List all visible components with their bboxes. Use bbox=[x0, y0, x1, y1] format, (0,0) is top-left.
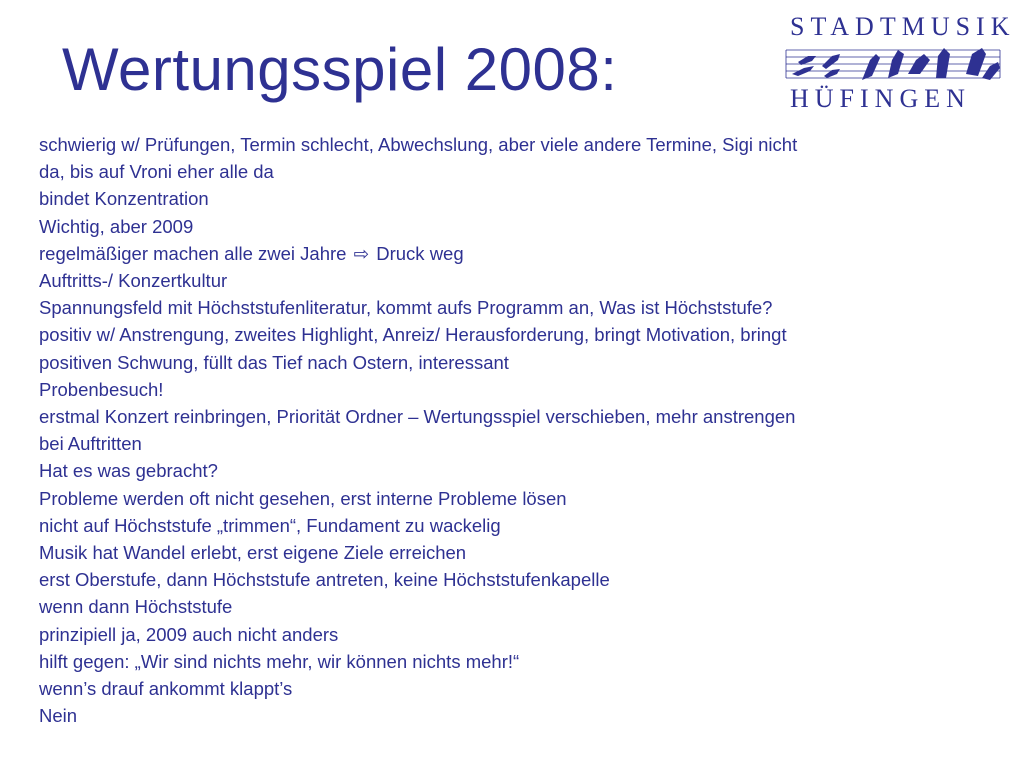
slide-body bbox=[39, 131, 989, 729]
list-item: wenn’s drauf ankommt klappt’s bbox=[39, 678, 293, 700]
list-item: hilft gegen: „Wir sind nichts mehr, wir können nichts mehr!“ bbox=[39, 650, 520, 672]
list-item: positiv w/ Anstrengung, zweites Highlight, Anreiz/ Herausforderung, bringt Motivation, bringt bbox=[39, 324, 787, 346]
list-item: prinzipiell ja, 2009 auch nicht anders bbox=[39, 623, 339, 645]
list-item: Probleme werden oft nicht gesehen, erst interne Probleme lösen bbox=[39, 487, 567, 509]
list-item: bei Auftritten bbox=[39, 433, 142, 455]
list-item: Auftritts-/ Konzertkultur bbox=[39, 270, 228, 292]
list-item-text: regelmäßiger machen alle zwei Jahre bbox=[39, 242, 347, 264]
list-item: Spannungsfeld mit Höchststufenliteratur, kommt aufs Programm an, Was ist Höchststufe? bbox=[39, 297, 773, 319]
list-item: erst Oberstufe, dann Höchststufe antreten, keine Höchststufenkapelle bbox=[39, 569, 610, 591]
right-arrow-icon: ⇨ bbox=[353, 242, 370, 264]
list-item: Wichtig, aber 2009 bbox=[39, 215, 194, 237]
list-item: Nein bbox=[39, 705, 78, 727]
list-item: Probenbesuch! bbox=[39, 378, 164, 400]
list-item: wenn dann Höchststufe bbox=[39, 596, 233, 618]
list-item: da, bis auf Vroni eher alle da bbox=[39, 161, 274, 183]
logo-top-text: STADTMUSIK bbox=[790, 12, 1016, 41]
hands-on-staff-logo-icon bbox=[778, 44, 1002, 84]
list-item-with-arrow bbox=[39, 240, 989, 267]
list-item-suffix: Druck weg bbox=[376, 242, 464, 264]
list-item: Hat es was gebracht? bbox=[39, 460, 218, 482]
list-item: schwierig w/ Prüfungen, Termin schlecht, Abwechslung, aber viele andere Termine, Sigi nicht bbox=[39, 134, 798, 155]
list-item: Musik hat Wandel erlebt, erst eigene Ziele erreichen bbox=[39, 542, 467, 564]
logo-bottom-text: HÜFINGEN bbox=[790, 84, 971, 113]
list-item: bindet Konzentration bbox=[39, 188, 209, 210]
list-item: nicht auf Höchststufe „trimmen“, Fundament zu wackelig bbox=[39, 514, 501, 536]
list-item: erstmal Konzert reinbringen, Priorität Ordner – Wertungsspiel verschieben, mehr anstrengen bbox=[39, 406, 796, 428]
stadtmusik-logo bbox=[778, 8, 1016, 113]
slide-title: Wertungsspiel 2008: bbox=[62, 36, 618, 103]
list-item: positiven Schwung, füllt das Tief nach Ostern, interessant bbox=[39, 351, 509, 373]
